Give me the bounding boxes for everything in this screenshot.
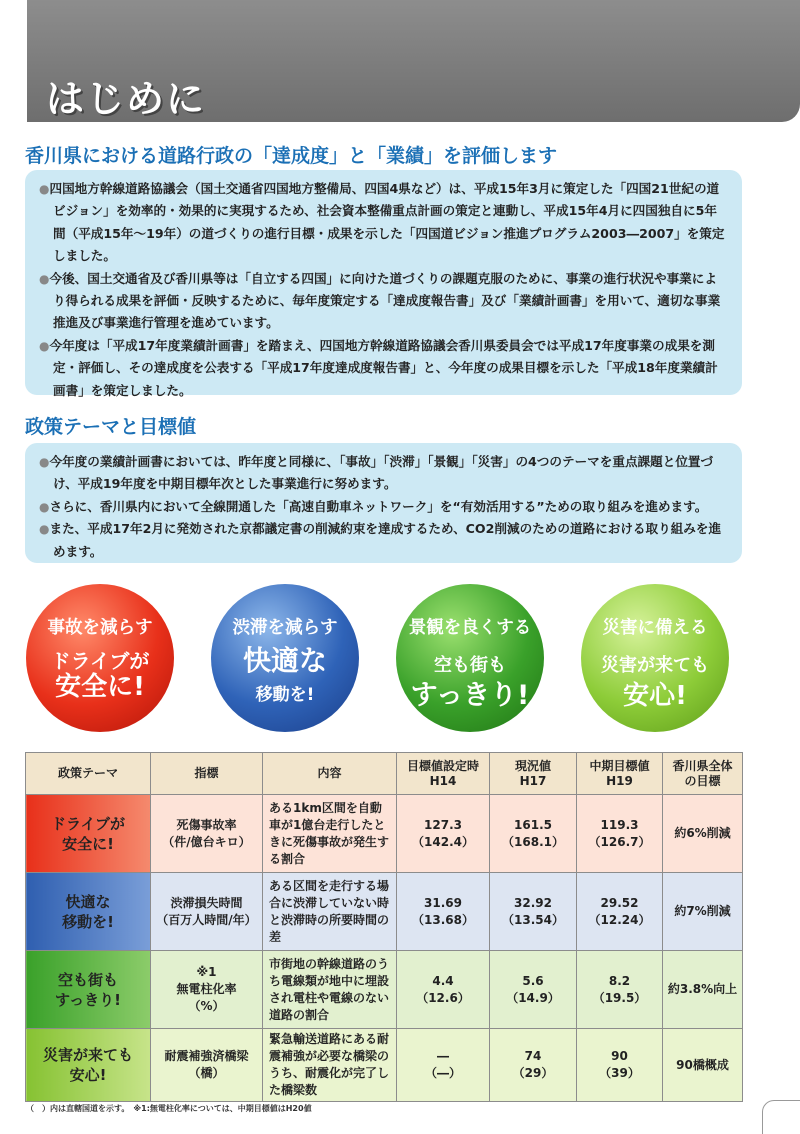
bullet-dot-icon: ● <box>39 455 50 469</box>
bullet-item: ●さらに、香川県内において全線開通した「高速自動車ネットワーク」を“有効活用する”ための取り組みを進めます。 <box>39 498 708 514</box>
value-cell: 127.3 （142.4） <box>397 795 490 873</box>
theme-circle-landscape: 景観を良くする 空も街も すっきり! <box>396 584 544 732</box>
table-row <box>26 873 743 951</box>
column-header: 中期目標値 H19 <box>577 753 663 795</box>
page-number-tab <box>762 1100 800 1134</box>
value-cell: 74 （29） <box>490 1029 577 1102</box>
bullet-dot-icon: ● <box>39 338 50 353</box>
theme-circle-accidents: 事故を減らす ドライブが 安全に! <box>26 584 174 732</box>
bullet-item: ●四国地方幹線道路協議会（国土交通省四国地方整備局、四国4県など）は、平成15年3月に策定した「四国21世紀の道ビジョン」を効率的・効果的に実現するため、社会資本整備重点計画の策定と連動し、平成15年4月に四国独自に5年間（平成15年〜19年）の道づくりの進行目標・成果を示した「四国道ビジョン推進プログラム2003―2007」を策定しました。 <box>39 181 725 264</box>
value-cell: 29.52 （12.24） <box>577 873 663 951</box>
table-row <box>26 951 743 1029</box>
bullet-dot-icon: ● <box>39 182 50 196</box>
bullet-dot-icon: ● <box>39 499 50 514</box>
bullet-dot-icon: ● <box>39 271 50 286</box>
section-heading-evaluation: 香川県における道路行政の「達成度」と「業績」を評価します <box>25 145 558 167</box>
column-header: 内容 <box>263 753 397 795</box>
content-cell: ある1km区間を自動車が1億台走行したときに死傷事故が発生する割合 <box>263 795 397 873</box>
bullet-dot-icon: ● <box>39 522 50 537</box>
theme-circle-disaster: 災害に備える 災害が来ても 安心! <box>581 584 729 732</box>
theme-cell: 空も街も すっきり! <box>26 951 151 1029</box>
value-cell: 119.3 （126.7） <box>577 795 663 873</box>
indicator-cell: 渋滞損失時間 （百万人時間/年） <box>151 873 263 951</box>
bullet-item: ●今後、国土交通省及び香川県等は「自立する四国」に向けた道づくりの課題克服のために、事業の進行状況や事業により得られる成果を評価・反映するために、毎年度策定する「達成度報告書」及び「業績計画書」を用いて、適切な事業推進及び事業進行管理を進めています。 <box>39 270 721 331</box>
value-cell: 32.92 （13.54） <box>490 873 577 951</box>
bullet-item: ●今年度の業績計画書においては、昨年度と同様に、「事故」「渋滞」「景観」「災害」の4つのテーマを重点課題と位置づけ、平成19年度を中期目標年次とした事業進行に努めます。 <box>39 454 714 492</box>
column-header: 目標値設定時 H14 <box>397 753 490 795</box>
value-cell: 5.6 （14.9） <box>490 951 577 1029</box>
target-cell: 約7%削減 <box>663 873 743 951</box>
intro-box <box>25 170 742 398</box>
value-cell: 4.4 （12.6） <box>397 951 490 1029</box>
policy-goal-table <box>25 752 743 1102</box>
policy-box <box>25 443 742 563</box>
table-row <box>26 795 743 873</box>
content-cell: ある区間を走行する場合に渋滞していない時と渋滞時の所要時間の差 <box>263 873 397 951</box>
target-cell: 約6%削減 <box>663 795 743 873</box>
content-cell: 市街地の幹線道路のうち電線類が地中に埋設され電柱や電線のない道路の割合 <box>263 951 397 1029</box>
indicator-cell: 死傷事故率 （件/億台キロ） <box>151 795 263 873</box>
content-cell: 緊急輸送道路にある耐震補強が必要な橋梁のうち、耐震化が完了した橋梁数 <box>263 1029 397 1102</box>
table-header-row <box>26 753 743 795</box>
table-footnote: （ ）内は直轄国道を示す。 ※1:無電柱化率については、中期目標値はH20値 <box>26 1104 312 1113</box>
value-cell: 31.69 （13.68） <box>397 873 490 951</box>
value-cell: ― （―） <box>397 1029 490 1102</box>
theme-cell: ドライブが 安全に! <box>26 795 151 873</box>
bullet-item: ●また、平成17年2月に発効された京都議定書の削減約束を達成するため、CO2削減のための道路における取り組みを進めます。 <box>39 521 722 559</box>
bullet-item: ●今年度は「平成17年度業績計画書」を踏まえ、四国地方幹線道路協議会香川県委員会では平成17年度事業の成果を測定・評価し、その達成度を公表する「平成17年度達成度報告書」と、今年度の成果目標を示した「平成18年度業績計画書」を策定しました。 <box>39 337 718 398</box>
column-header: 指標 <box>151 753 263 795</box>
target-cell: 90橋概成 <box>663 1029 743 1102</box>
column-header: 現況値 H17 <box>490 753 577 795</box>
value-cell: 90 （39） <box>577 1029 663 1102</box>
column-header: 政策テーマ <box>26 753 151 795</box>
section-heading-policy-themes: 政策テーマと目標値 <box>25 416 197 438</box>
column-header: 香川県全体 の目標 <box>663 753 743 795</box>
theme-cell: 災害が来ても 安心! <box>26 1029 151 1102</box>
value-cell: 8.2 （19.5） <box>577 951 663 1029</box>
value-cell: 161.5 （168.1） <box>490 795 577 873</box>
indicator-cell: ※1 無電柱化率 （%） <box>151 951 263 1029</box>
theme-circle-congestion: 渋滞を減らす 快適な 移動を! <box>211 584 359 732</box>
page-title: はじめに <box>46 77 207 121</box>
table-row <box>26 1029 743 1102</box>
indicator-cell: 耐震補強済橋梁 （橋） <box>151 1029 263 1102</box>
target-cell: 約3.8%向上 <box>663 951 743 1029</box>
theme-cell: 快適な 移動を! <box>26 873 151 951</box>
